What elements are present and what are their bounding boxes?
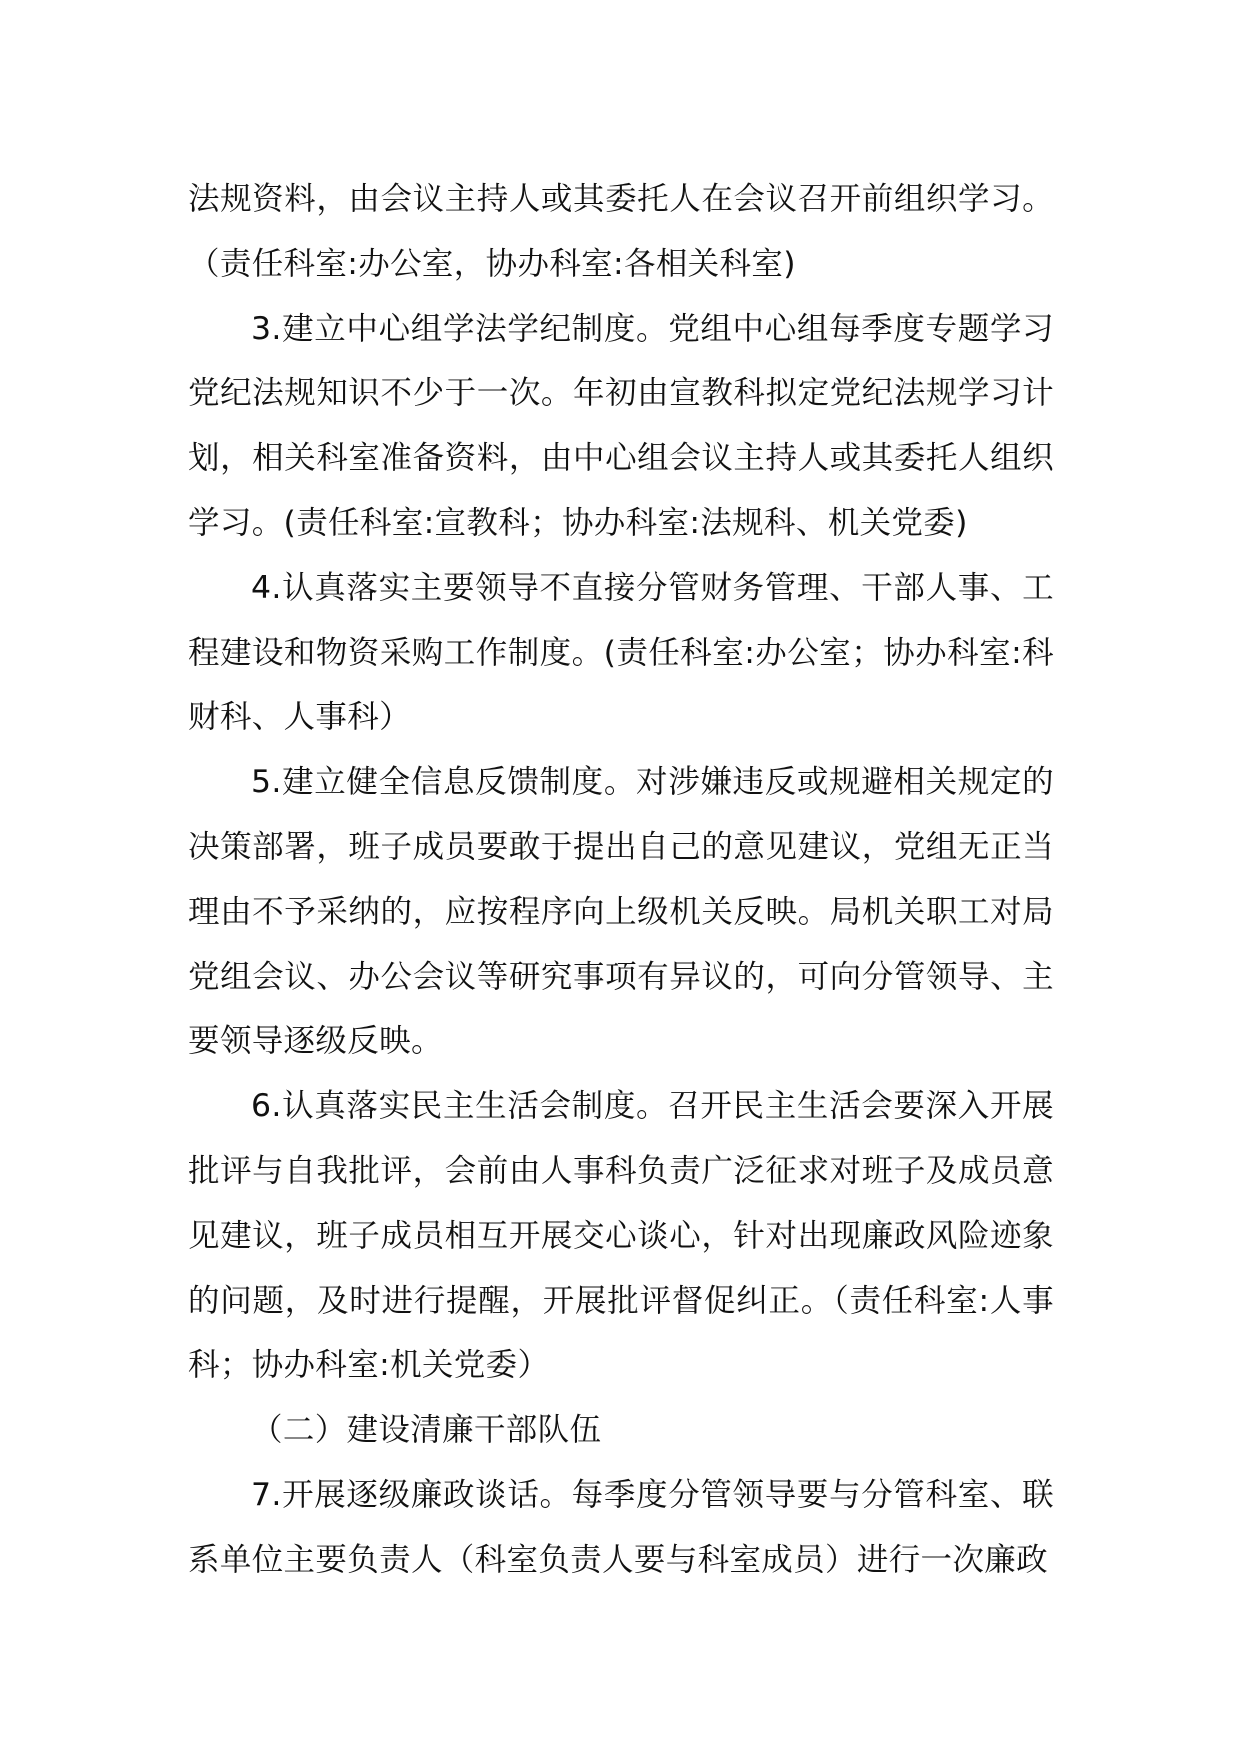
paragraph-continuation: 法规资料，由会议主持人或其委托人在会议召开前组织学习。（责任科室:办公室，协办科室:各相关科室) <box>188 181 1054 282</box>
paragraph-item-3: 3.建立中心组学法学纪制度。党组中心组每季度专题学习党纪法规知识不少于一次。年初由宣教科拟定党纪法规学习计划，相关科室准备资料，由中心组会议主持人或其委托人组织学习。(责任科室:宣教科；协办科室:法规科、机关党委) <box>188 310 1054 541</box>
paragraph-item-5: 5.建立健全信息反馈制度。对涉嫌违反或规避相关规定的决策部署，班子成员要敢于提出自己的意见建议，党组无正当理由不予采纳的，应按程序向上级机关反映。局机关职工对局党组会议、办公会议等研究事项有异议的，可向分管领导、主要领导逐级反映。 <box>188 764 1054 1060</box>
paragraph-item-6: 6.认真落实民主生活会制度。召开民主生活会要深入开展批评与自我批评，会前由人事科负责广泛征求对班子及成员意见建议，班子成员相互开展交心谈心，针对出现廉政风险迹象的问题，及时进行提醒，开展批评督促纠正。（责任科室:人事科；协办科室:机关党委） <box>188 1088 1054 1384</box>
paragraph-item-4: 4.认真落实主要领导不直接分管财务管理、干部人事、工程建设和物资采购工作制度。(责任科室:办公室；协办科室:科财科、人事科） <box>188 569 1054 736</box>
paragraph-item-7: 7.开展逐级廉政谈话。每季度分管领导要与分管科室、联系单位主要负责人（科室负责人要与科室成员）进行一次廉政 <box>188 1476 1054 1578</box>
document-body <box>188 167 1054 1593</box>
section-heading: （二）建设清廉干部队伍 <box>251 1412 602 1449</box>
